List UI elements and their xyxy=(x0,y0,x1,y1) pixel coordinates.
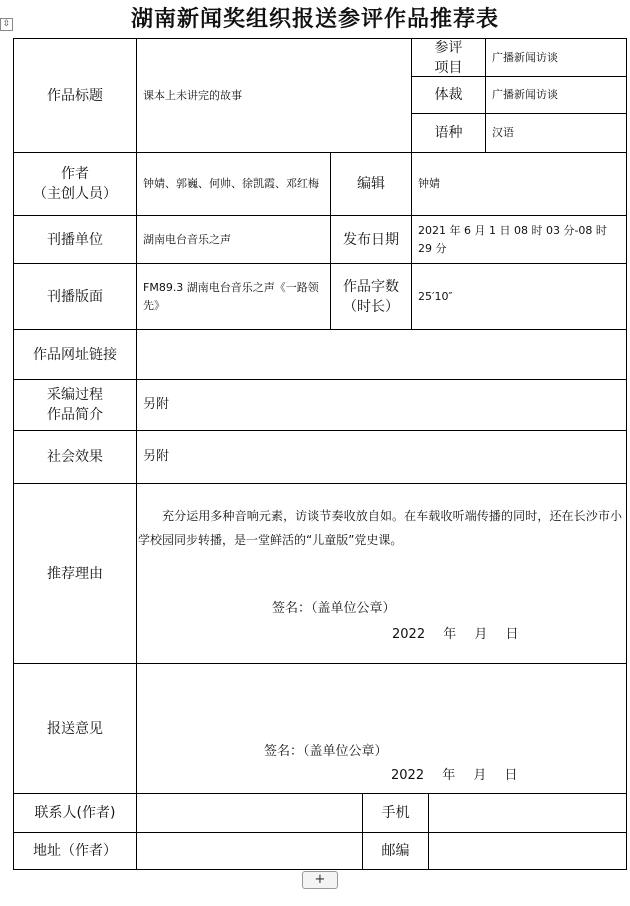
reason-signature: 签名：（盖单位公章） xyxy=(272,601,396,616)
author-value: 钟婧、郭巍、何帅、徐凯霞、邓红梅 xyxy=(143,177,319,190)
postcode-value[interactable] xyxy=(429,833,626,869)
page-title: 湖南新闻奖组织报送参评作品推荐表 xyxy=(130,7,499,32)
process-label-line2: 作品简介 xyxy=(47,407,103,423)
opinion-signature: 签名：（盖单位公章） xyxy=(264,744,388,759)
category-label-line2: 项目 xyxy=(434,59,463,76)
social-effect-label: 社会效果 xyxy=(47,449,103,465)
publish-date-value: 2021 年 6 月 1 日 08 时 03 分-08 时 29 分 xyxy=(418,223,607,255)
author-label-line1: 作者 xyxy=(61,166,89,182)
process-label-line1: 采编过程 xyxy=(47,387,103,403)
postcode-label: 邮编 xyxy=(381,843,410,859)
url-value[interactable] xyxy=(137,330,626,379)
language-value: 汉语 xyxy=(492,126,514,139)
reason-date: 2022 年 月 日 xyxy=(392,627,519,642)
address-label: 地址（作者） xyxy=(33,843,117,859)
work-title-label: 作品标题 xyxy=(47,87,103,104)
recommendation-form xyxy=(13,38,627,870)
phone-value[interactable] xyxy=(429,794,626,832)
category-label xyxy=(412,39,485,76)
contact-label: 联系人(作者) xyxy=(34,805,116,821)
phone-label: 手机 xyxy=(381,805,410,821)
move-arrows-icon[interactable]: ⇳ xyxy=(0,18,13,31)
author-label-line2: （主创人员） xyxy=(33,186,117,202)
category-value: 广播新闻访谈 xyxy=(492,50,558,64)
editor-value: 钟婧 xyxy=(418,177,440,190)
author-label xyxy=(14,153,136,215)
reason-text: 充分运用多种音响元素，访谈节奏收放自如。在车载收听端传播的同时，还在长沙市小学校园同步转播，是一堂鲜活的“儿童版”党史课。 xyxy=(138,509,622,547)
word-count-label-line1: 作品字数 xyxy=(343,278,399,295)
reason-label: 推荐理由 xyxy=(47,565,103,582)
word-count-value: 25′10″ xyxy=(418,289,453,303)
edition-value: FM89.3 湖南电台音乐之声《一路领先》 xyxy=(143,280,319,312)
address-value[interactable] xyxy=(137,833,362,869)
opinion-label: 报送意见 xyxy=(47,720,103,737)
contact-value[interactable] xyxy=(137,794,362,832)
word-count-label xyxy=(331,264,411,329)
editor-label: 编辑 xyxy=(357,176,385,192)
language-label: 语种 xyxy=(434,125,463,141)
process-value: 另附 xyxy=(143,397,170,412)
publisher-value: 湖南电台音乐之声 xyxy=(143,232,231,246)
social-effect-value: 另附 xyxy=(143,449,170,464)
genre-value: 广播新闻访谈 xyxy=(492,88,558,101)
publisher-label: 刊播单位 xyxy=(47,231,103,248)
word-count-label-line2: （时长） xyxy=(343,298,399,315)
url-label: 作品网址链接 xyxy=(33,346,117,363)
edition-label: 刊播版面 xyxy=(47,288,103,305)
category-label-line1: 参评 xyxy=(434,39,463,56)
work-title-value: 课本上未讲完的故事 xyxy=(143,88,242,102)
opinion-date: 2022 年 月 日 xyxy=(391,768,518,783)
process-label xyxy=(14,380,136,430)
genre-label: 体裁 xyxy=(434,87,463,103)
plus-icon[interactable]: + xyxy=(302,871,338,889)
publish-date-label: 发布日期 xyxy=(343,231,399,248)
